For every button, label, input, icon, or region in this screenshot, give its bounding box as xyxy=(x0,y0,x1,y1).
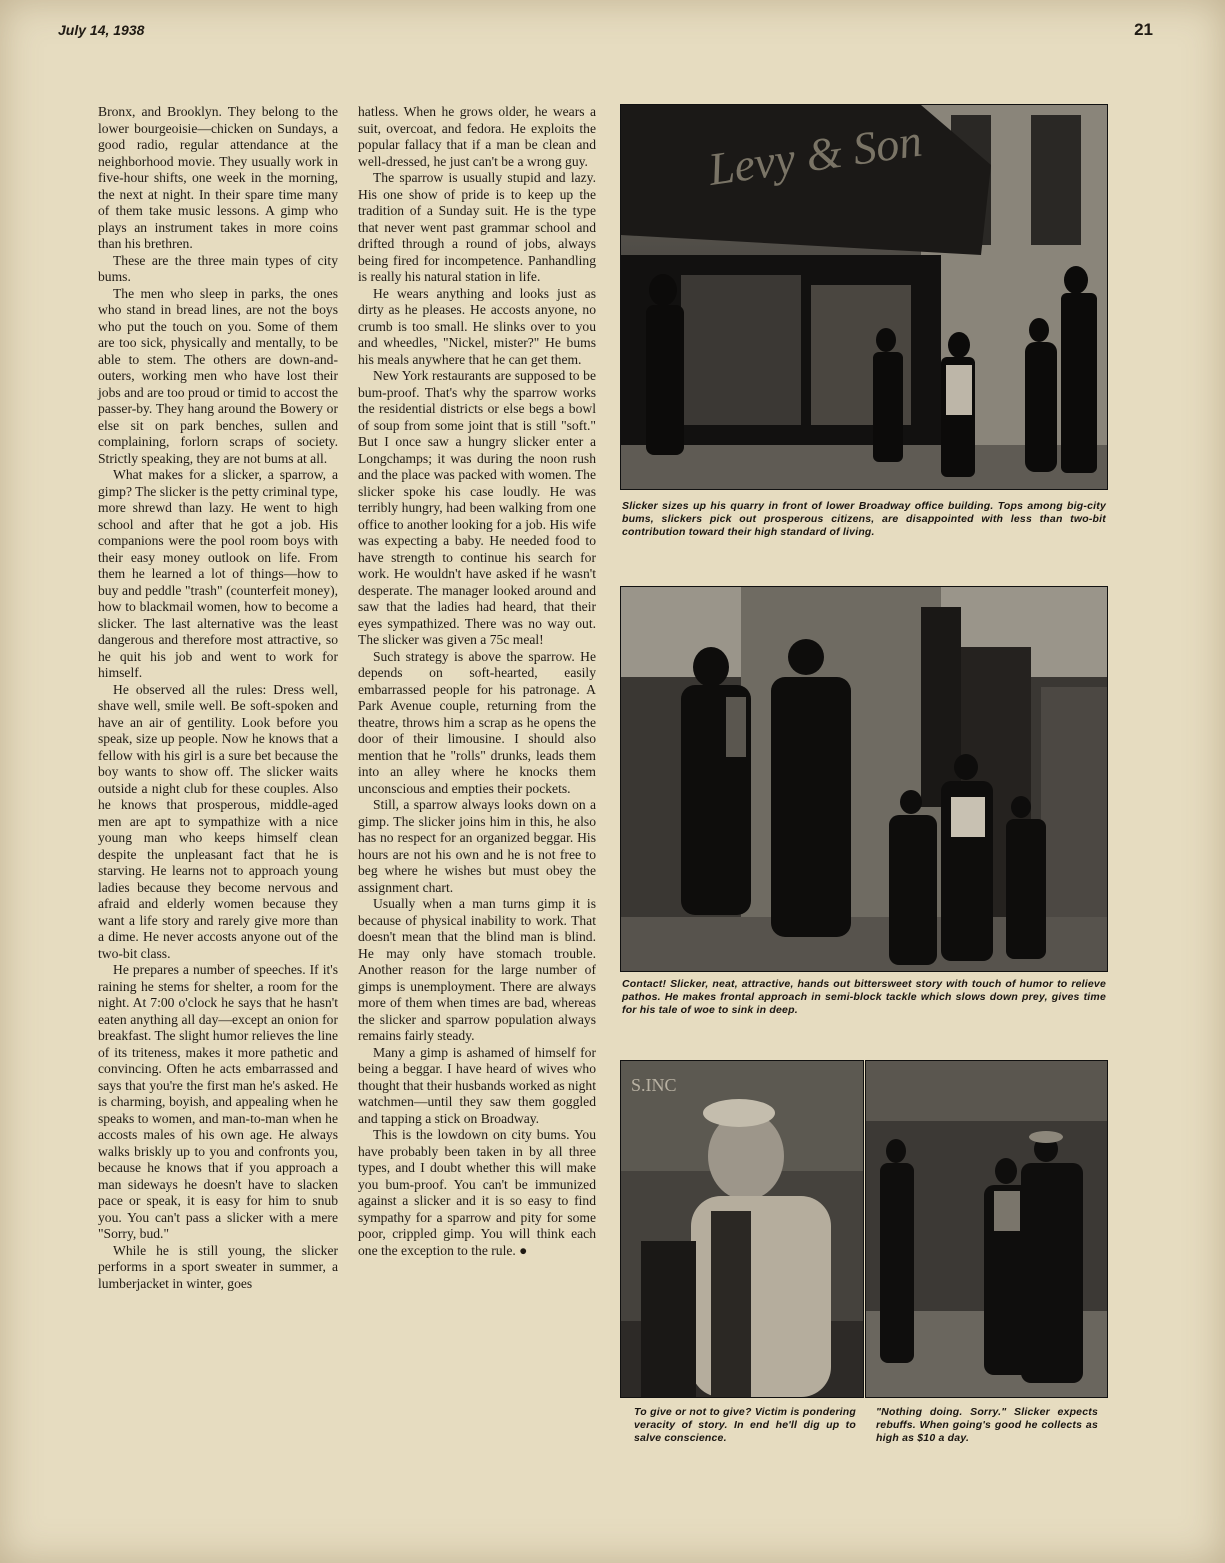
paragraph: The sparrow is usually stupid and lazy. His one show of pride is to keep up the tradition of a Sunday suit. He is the type that never went past grammar school and drifted through a round of jobs, always being fired for incompetence. Panhandling is really his natural station in life. xyxy=(358,170,596,284)
photo-victim-pondering xyxy=(620,1060,864,1398)
paragraph: These are the three main types of city bums. xyxy=(98,252,338,284)
article-column-1 xyxy=(98,104,338,1292)
paragraph: Bronx, and Brooklyn. They belong to the lower bourgeoisie—chicken on Sundays, a good radio, regular attendance at the neighborhood movie. They usually work in five-hour shifts, one week in the morning, the next at night. In their spare time many of them take music lessons. A gimp who plays an instrument takes in more coins than his brethren. xyxy=(98,104,338,251)
paragraph: Still, a sparrow always looks down on a gimp. The slicker joins him in this, he also has no respect for an organized beggar. His hours are not his own and he is not free to beg where he wishes but must obey the assignment chart. xyxy=(358,797,596,895)
photo-storefront-slicker xyxy=(620,104,1108,490)
photo-caption: "Nothing doing. Sorry." Slicker expects rebuffs. When going's good he collects as high as $10 a day. xyxy=(876,1406,1098,1444)
photo-caption: Contact! Slicker, neat, attractive, hands out bittersweet story with touch of humor to relieve pathos. He makes frontal approach in semi-block tackle which slows down prey, gives time for his tale of woe to sink in deep. xyxy=(622,978,1106,1016)
page-number: 21 xyxy=(1134,20,1153,39)
paragraph: The men who sleep in parks, the ones who stand in bread lines, are not the boys who put the touch on you. Some of them are too sick, physically and mentally, to be able to stem. The others are down-and-outers, working men who have lost their jobs and are too proud or timid to accost the passer-by. They hang around the Bowery or else sit on park benches, sullen and complaining, forlorn scraps of society. Strictly speaking, they are not bums at all. xyxy=(98,285,338,466)
photo-caption: To give or not to give? Victim is pondering veracity of story. In end he'll dig up to salve conscience. xyxy=(634,1406,856,1444)
issue-date: July 14, 1938 xyxy=(58,22,145,38)
paragraph: He prepares a number of speeches. If it's raining he stems for shelter, a room for the night. At 7:00 o'clock he says that he hasn't eaten anything all day—except an onion for breakfast. The slight humor relieves the line of its triteness, makes it more pathetic and convincing. Often he acts embarrassed and says that you're the first man he's asked. He is charming, boyish, and appealing when he speaks to women, and man-to-man when he accosts males of his own age. He always walks briskly up to you and confronts you, because he knows that if you approach a man sideways he doesn't have to slacken pace or speak, it is easy for him to snub you. You can't pass a slicker with a mere "Sorry, bud." xyxy=(98,962,338,1241)
paragraph: This is the lowdown on city bums. You have probably been taken in by all three types, and I doubt whether this will make you bum-proof. You can't be immunized against a slicker and it is so easy to find sympathy for a sparrow and pity for some poor, crippled gimp. You will think each one the exception to the rule. ● xyxy=(358,1127,596,1258)
paragraph: He wears anything and looks just as dirty as he pleases. He accosts anyone, no crumb is too small. He slinks over to you and wheedles, "Nickel, mister?" He bums his meals anywhere that he can get them. xyxy=(358,285,596,367)
paragraph: Many a gimp is ashamed of himself for being a beggar. I have heard of wives who thought that their husbands worked as night watchmen—until they saw them goggled and tapping a stick on Broadway. xyxy=(358,1044,596,1126)
paragraph: Usually when a man turns gimp it is because of physical inability to work. That doesn't mean that the blind man is blind. He may only have stomach trouble. Another reason for the large number of gimps is unemployment. There are always more of them when times are bad, whereas the slicker and sparrow population always remains fairly steady. xyxy=(358,896,596,1043)
storefront-sign: Levy & Son xyxy=(705,114,925,195)
sign-fragment: S.INC xyxy=(631,1075,677,1095)
paragraph: Such strategy is above the sparrow. He depends on soft-hearted, easily embarrassed people for his patronage. A Park Avenue couple, returning from the theatre, throws him a scrap as he opens the door of their limousine. I should also mention that he "rolls" drunks, leads them into an alley where he knocks them unconscious and empties their pockets. xyxy=(358,648,596,796)
photo-slicker-rebuffed xyxy=(865,1060,1108,1398)
photo-slicker-approach xyxy=(620,586,1108,972)
photo-caption: Slicker sizes up his quarry in front of lower Broadway office building. Tops among big-city bums, slickers pick out prosperous citizens, are disappointed with less than two-bit contribution toward their high standard of living. xyxy=(622,500,1106,538)
paragraph: What makes for a slicker, a sparrow, a gimp? The slicker is the petty criminal type, more shrewd than lazy. He went to high school and after that he got a job. His companions were the pool room boys with their easy money outlook on life. From them he learned a lot of things—how to buy and peddle "trash" (counterfeit money), how to blackmail women, how to become a slicker. The last alternative was the least dangerous and therefore most attractive, so he quit his job and went to work for himself. xyxy=(98,467,338,680)
paragraph: hatless. When he grows older, he wears a suit, overcoat, and fedora. He exploits the popular fallacy that if a man be clean and well-dressed, he just can't be a wrong guy. xyxy=(358,104,596,169)
paragraph: He observed all the rules: Dress well, shave well, smile well. Be soft-spoken and have an air of gentility. Look before you speak, size up people. Now he knows that a fellow with his girl is a sure bet because the boy wants to show off. The slicker waits outside a night club for these couples. Also he knows that prosperous, middle-aged men are apt to sympathize with a nice young man who keeps himself clean despite the unpleasant fact that he is starving. He learns not to approach young ladies because they become nervous and afraid and elderly women because they want a life story and rarely give more than a dime. He never accosts anyone out of the two-bit class. xyxy=(98,681,338,961)
article-column-2 xyxy=(358,104,596,1259)
paragraph: New York restaurants are supposed to be bum-proof. That's why the sparrow works the residential districts or else begs a bowl of soup from some joint that is still "soft." But I once saw a hungry slicker enter a Longchamps; it was during the noon rush and the place was packed with women. The slicker spoke his case loudly. He was terribly hungry, had been walking from one office to another looking for a job. His wife was expecting a baby. He needed food to have strength to continue his search for work. He wouldn't have asked if he wasn't desperate. The manager looked around and saw that the ladies had heard, that their eyes sympathized. There was no way out. The slicker was given a 75c meal! xyxy=(358,368,596,647)
paragraph: While he is still young, the slicker performs in a sport sweater in summer, a lumberjacket in winter, goes xyxy=(98,1242,338,1291)
